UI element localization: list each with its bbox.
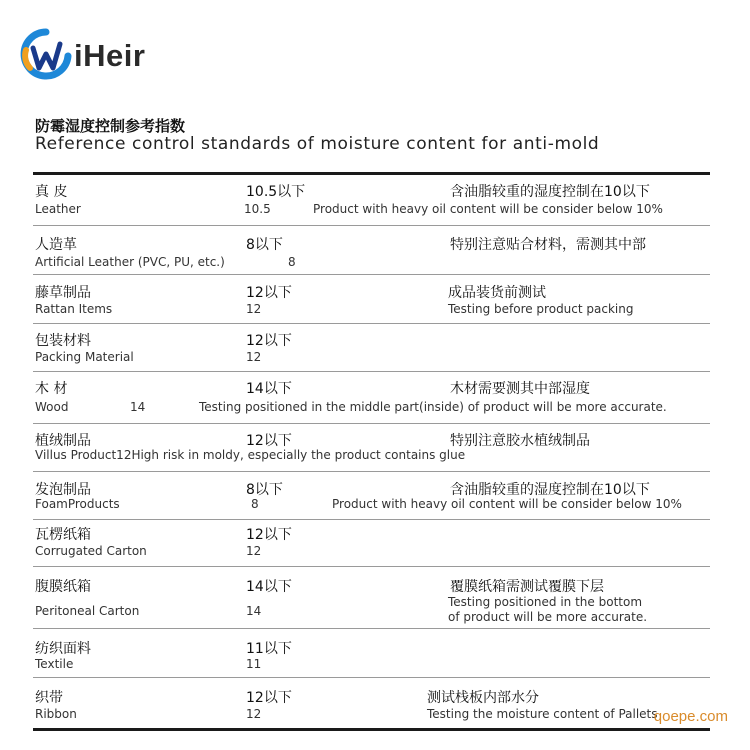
- table-row: [33, 275, 710, 324]
- moisture-limit-cn: 8以下: [246, 482, 283, 498]
- note-cn: 成品装货前测试: [448, 285, 546, 301]
- moisture-limit-cn: 10.5以下: [246, 184, 306, 200]
- moisture-limit-en: 14: [246, 604, 262, 618]
- table-row: [33, 472, 710, 520]
- moisture-limit-cn: 11以下: [246, 641, 292, 657]
- material-name-cn: 木 材: [35, 381, 68, 397]
- watermark: qoepe.com: [653, 708, 728, 725]
- moisture-limit-en: 12: [246, 544, 262, 558]
- moisture-limit-cn: 12以下: [246, 333, 292, 349]
- table-row: [33, 176, 710, 226]
- material-name-cn: 藤草制品: [35, 285, 91, 301]
- iheir-logo-icon: [20, 28, 72, 84]
- moisture-limit-cn: 12以下: [246, 285, 292, 301]
- table-row: [33, 520, 710, 567]
- moisture-limit-en: 8: [251, 497, 259, 511]
- moisture-limit-en: 12: [246, 707, 262, 721]
- table-bottom-rule: [33, 728, 710, 731]
- table-top-rule: [33, 172, 710, 175]
- material-name-en: Artificial Leather (PVC, PU, etc.): [35, 255, 225, 269]
- material-name-en: FoamProducts: [35, 497, 120, 511]
- material-name-cn: 真 皮: [35, 184, 68, 200]
- material-name-cn: 包装材料: [35, 333, 91, 349]
- brand-logo: [20, 28, 145, 84]
- material-name-cn: 纺织面料: [35, 641, 91, 657]
- moisture-limit-cn: 8以下: [246, 237, 283, 253]
- material-name-en: Peritoneal Carton: [35, 604, 140, 618]
- material-name-cn: 发泡制品: [35, 482, 91, 498]
- moisture-limit-en: 12: [246, 302, 262, 316]
- note-en: Product with heavy oil content will be consider below 10%: [332, 497, 682, 511]
- note-cn: 木材需要测其中部湿度: [450, 381, 590, 397]
- table-row: [33, 678, 710, 726]
- table-row: [33, 324, 710, 372]
- moisture-limit-cn: 12以下: [246, 690, 292, 706]
- material-name-cn: 织带: [35, 690, 63, 706]
- material-name-en: Textile: [35, 657, 74, 671]
- material-name-en: Wood: [35, 400, 69, 414]
- material-name-en: Ribbon: [35, 707, 77, 721]
- moisture-limit-en: 12: [246, 350, 262, 364]
- note-en: Testing positioned in the middle part(inside) of product will be more accurate.: [199, 400, 667, 414]
- note-en-line2: of product will be more accurate.: [448, 610, 648, 624]
- moisture-limit-cn: 14以下: [246, 579, 292, 595]
- moisture-limit-cn: 14以下: [246, 381, 292, 397]
- moisture-limit-cn: 12以下: [246, 527, 292, 543]
- material-name-en: Leather: [35, 202, 81, 216]
- moisture-limit-cn: 12以下: [246, 433, 292, 449]
- table-row: [33, 372, 710, 424]
- title-english: Reference control standards of moisture content for anti-mold: [35, 134, 600, 154]
- note-cn: 覆膜纸箱需测试覆膜下层: [450, 579, 604, 595]
- note-en: Testing positioned in the bottom: [448, 595, 643, 609]
- material-name-cn: 腹膜纸箱: [35, 579, 91, 595]
- note-en: Testing before product packing: [448, 302, 634, 316]
- material-name-en: Corrugated Carton: [35, 544, 147, 558]
- table-row: [33, 567, 710, 629]
- table-row: [33, 424, 710, 472]
- title-chinese: 防霉湿度控制参考指数: [35, 117, 186, 135]
- logo-text: iHeir: [74, 38, 146, 73]
- material-name-en: Villus Product12High risk in moldy, especially the product contains glue: [35, 448, 466, 462]
- moisture-limit-en: 8: [288, 255, 296, 269]
- table-row: [33, 629, 710, 678]
- material-name-en: Packing Material: [35, 350, 134, 364]
- moisture-limit-en: 10.5: [244, 202, 271, 216]
- note-cn: 含油脂较重的湿度控制在10以下: [450, 184, 650, 200]
- material-name-en: Rattan Items: [35, 302, 113, 316]
- moisture-limit-en: 11: [246, 657, 262, 671]
- note-cn: 特别注意贴合材料，需测其中部: [450, 237, 646, 253]
- material-name-cn: 人造革: [35, 237, 77, 253]
- note-en: Product with heavy oil content will be consider below 10%: [313, 202, 663, 216]
- note-en: Testing the moisture content of Pallets: [427, 707, 658, 721]
- material-name-cn: 瓦楞纸箱: [35, 527, 91, 543]
- moisture-limit-en: 14: [130, 400, 146, 414]
- table-row: [33, 226, 710, 275]
- material-name-cn: 植绒制品: [35, 433, 91, 449]
- note-cn: 测试栈板内部水分: [427, 690, 539, 706]
- note-cn: 特别注意胶水植绒制品: [450, 433, 590, 449]
- note-cn: 含油脂较重的湿度控制在10以下: [450, 482, 650, 498]
